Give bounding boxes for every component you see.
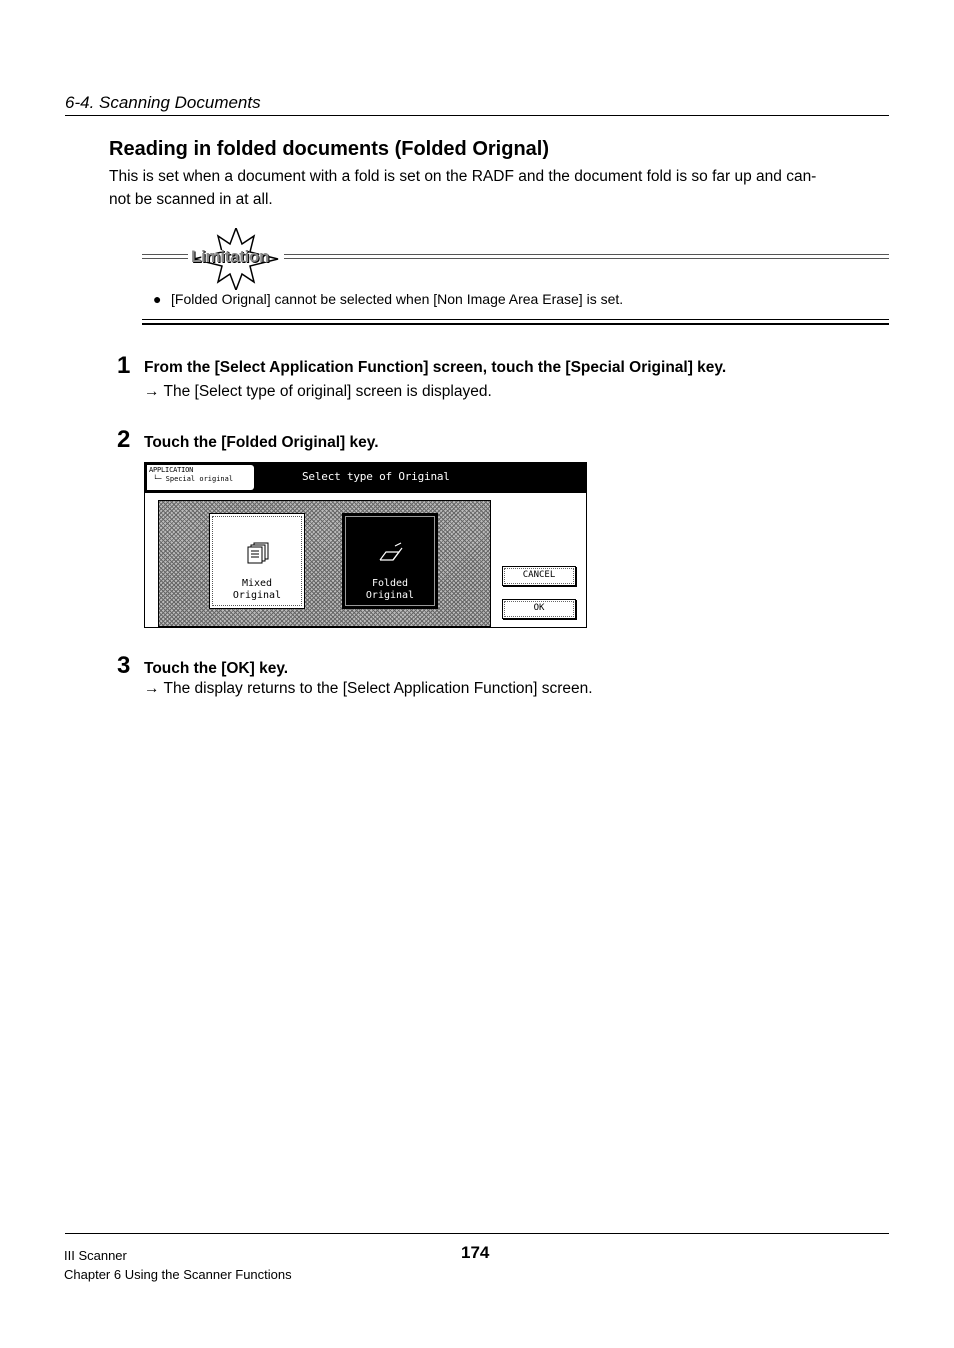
limitation-label: Limitation [191,247,270,266]
page-number: 174 [461,1243,490,1262]
cancel-button[interactable] [502,566,576,586]
folded-page-icon [377,542,405,564]
screen-title-bar [145,463,587,493]
limitation-rule-left [142,254,188,259]
control-panel-screen [144,462,587,628]
screen-title: Select type of Original [302,470,450,483]
folded-original-key[interactable] [342,513,438,609]
key-label-line-1: Folded [371,578,409,589]
intro-line-2: not be scanned in at all. [109,191,273,208]
limitation-text: [Folded Orignal] cannot be selected when [Non Image Area Erase] is set. [171,291,624,307]
step-instruction: Touch the [OK] key. [144,660,289,677]
limitation-bottom-rule-thick [142,323,889,325]
key-label-line-1: Mixed [241,578,273,589]
key-label-line-2: Original [365,590,415,601]
footer-part: III Scanner [64,1248,127,1263]
ok-button[interactable] [502,599,576,619]
cancel-button-label: CANCEL [522,570,556,580]
original-type-panel [158,500,491,627]
mixed-original-key[interactable] [209,513,305,609]
footer-chapter: Chapter 6 Using the Scanner Functions [64,1267,292,1282]
step-instruction: From the [Select Application Function] screen, touch the [Special Original] key. [144,359,727,376]
step-number: 1 [117,352,131,379]
intro-line-1: This is set when a document with a fold is set on the RADF and the document fold is so far up and can- [109,168,817,185]
footer-rule [65,1233,889,1234]
section-header: 6-4. Scanning Documents [65,93,261,112]
intro-paragraph [109,165,891,211]
step-instruction: Touch the [Folded Original] key. [144,434,379,451]
breadcrumb [147,465,254,490]
bullet-icon: ● [153,291,162,307]
key-label-line-2: Original [232,590,282,601]
ok-button-label: OK [533,603,545,613]
limitation-rule-right [284,254,889,259]
limitation-bottom-rule [142,319,889,320]
step-result: → The display returns to the [Select Application Function] screen. [144,680,593,697]
step-number: 2 [117,426,131,453]
step-number: 3 [117,652,131,679]
breadcrumb-root: APPLICATION [149,466,194,474]
step-result: → The [Select type of original] screen is displayed. [144,383,492,400]
breadcrumb-current: └─ Special original [153,475,234,483]
page-title: Reading in folded documents (Folded Orignal) [109,138,549,160]
header-rule [65,115,889,116]
stacked-pages-icon [244,542,272,564]
